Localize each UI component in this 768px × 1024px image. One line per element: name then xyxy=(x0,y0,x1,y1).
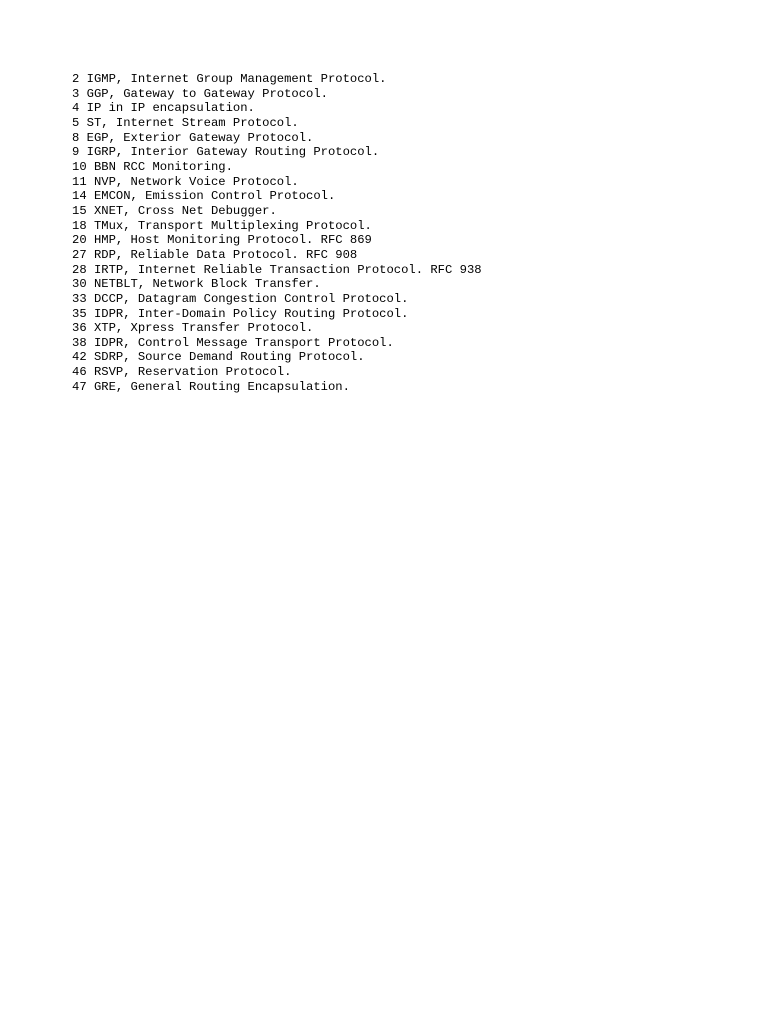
protocol-line: 38 IDPR, Control Message Transport Protocol. xyxy=(72,335,394,350)
protocol-line: 35 IDPR, Inter-Domain Policy Routing Protocol. xyxy=(72,306,409,321)
protocol-line: 8 EGP, Exterior Gateway Protocol. xyxy=(72,130,314,145)
protocol-line: 30 NETBLT, Network Block Transfer. xyxy=(72,277,321,292)
protocol-line: 10 BBN RCC Monitoring. xyxy=(72,159,233,174)
protocol-list xyxy=(72,72,762,394)
protocol-line: 33 DCCP, Datagram Congestion Control Protocol. xyxy=(72,291,409,306)
protocol-line: 14 EMCON, Emission Control Protocol. xyxy=(72,189,336,204)
protocol-line: 27 RDP, Reliable Data Protocol. RFC 908 xyxy=(72,247,358,262)
protocol-line: 28 IRTP, Internet Reliable Transaction Protocol. RFC 938 xyxy=(72,262,482,277)
protocol-line: 46 RSVP, Reservation Protocol. xyxy=(72,365,292,380)
protocol-line: 36 XTP, Xpress Transfer Protocol. xyxy=(72,321,314,336)
protocol-line: 3 GGP, Gateway to Gateway Protocol. xyxy=(72,86,328,101)
protocol-line: 18 TMux, Transport Multiplexing Protocol. xyxy=(72,218,372,233)
protocol-line: 20 HMP, Host Monitoring Protocol. RFC 869 xyxy=(72,233,372,248)
protocol-line: 5 ST, Internet Stream Protocol. xyxy=(72,115,299,130)
protocol-line: 2 IGMP, Internet Group Management Protocol. xyxy=(72,72,387,86)
protocol-line: 4 IP in IP encapsulation. xyxy=(72,101,255,116)
protocol-line: 47 GRE, General Routing Encapsulation. xyxy=(72,379,350,394)
protocol-line: 15 XNET, Cross Net Debugger. xyxy=(72,203,277,218)
protocol-line: 9 IGRP, Interior Gateway Routing Protocol. xyxy=(72,145,380,160)
protocol-line: 42 SDRP, Source Demand Routing Protocol. xyxy=(72,350,365,365)
protocol-line: 11 NVP, Network Voice Protocol. xyxy=(72,174,299,189)
